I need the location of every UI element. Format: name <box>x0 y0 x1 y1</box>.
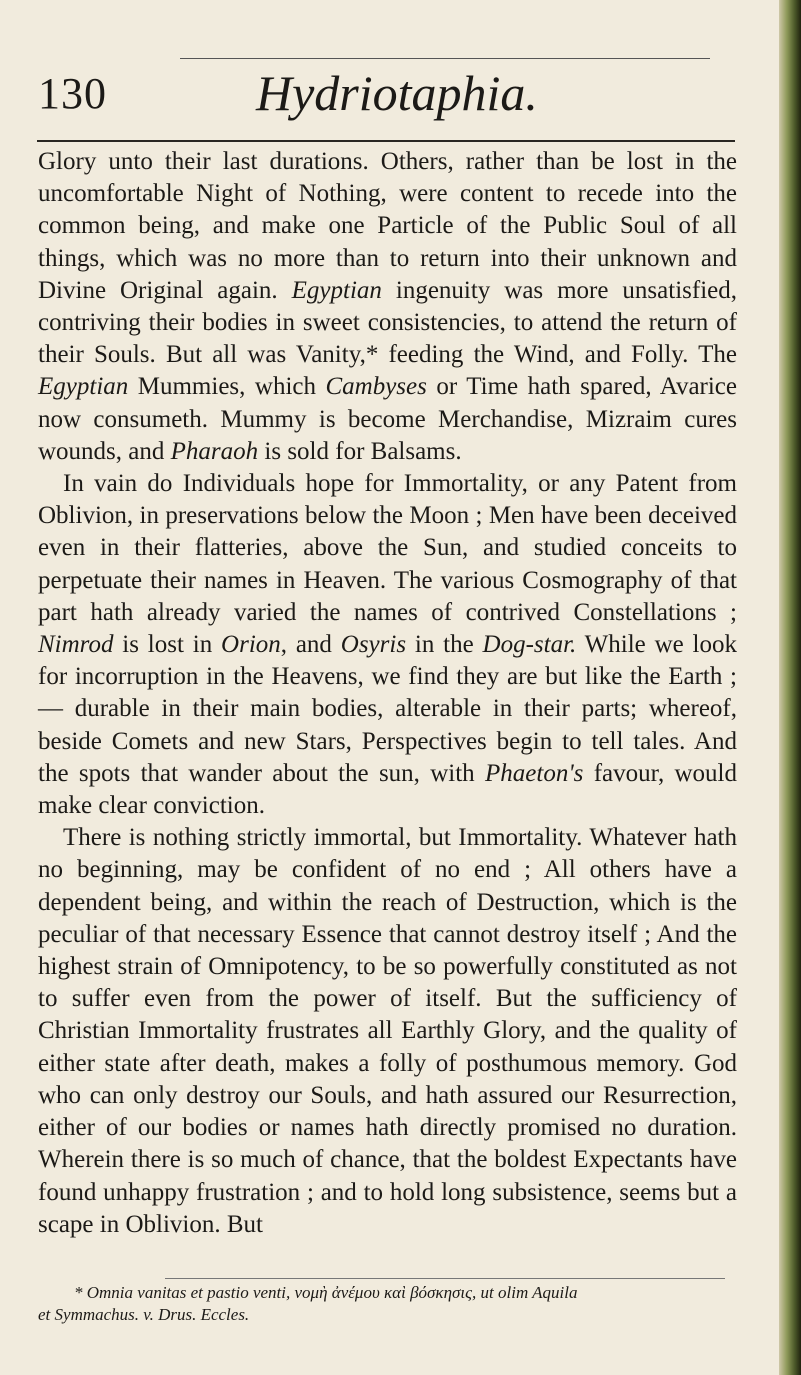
italic-run: Osyris <box>340 631 407 659</box>
paragraph <box>38 822 737 1241</box>
text-run: is sold for Balsams. <box>258 437 462 465</box>
body-text <box>38 146 737 1241</box>
page-edge-shadow <box>779 0 801 1375</box>
running-title: Hydriotaphia. <box>256 65 538 121</box>
footnote-line: et Symmachus. v. Drus. Eccles. <box>38 1305 250 1324</box>
footnote-line: * Omnia vanitas et pastio venti, νομὴ ἀνέμου καὶ βόσκησις, ut olim Aquila <box>74 1283 578 1302</box>
page-number: 130 <box>38 69 107 118</box>
italic-run: Egyptian <box>38 373 129 401</box>
text-run: favour, would make clear conviction. <box>38 759 738 820</box>
text-run: In vain do Individuals hope for Immortality, or any Patent from Oblivion, in preservations below the Moon ; Men have been deceived even in their flatteries, above the Sun, and studied conceits to perpetuate their names in Heaven. The various Cosmography of that part hath already varied the names of contrived Constellations ; <box>38 470 737 626</box>
italic-run: Nimrod <box>38 631 114 659</box>
italic-run: Pharaoh <box>170 437 259 465</box>
text-run: While we look for incorruption in the Heavens, we find they are but like the Earth ;— durable in their main bodies, alterable in their parts; whereof, beside Comets and new Stars, Perspectives begin to tell tales. And the spots that wander about the sun, with <box>38 631 737 787</box>
italic-run: Egyptian <box>291 276 382 304</box>
text-run: ingenuity was more unsatisfied, contriving their bodies in sweet consistencies, to attend the return of their Souls. But all was Vanity,* feeding the Wind, and Folly. The <box>38 276 737 369</box>
text-run: in the <box>406 631 483 659</box>
page-header <box>38 64 738 134</box>
footnote <box>38 1282 738 1326</box>
text-run: Mummies, which <box>128 373 326 401</box>
italic-run: Dog-star. <box>482 631 577 659</box>
text-run: , and <box>280 631 341 659</box>
italic-run: Phaeton's <box>485 759 584 787</box>
text-run: or Time hath spared, Avarice now consumeth. Mummy is become Merchandise, Mizraim cures wounds, and <box>38 373 737 465</box>
text-run: Glory unto their last durations. Others, rather than be lost in the uncomfortable Night of Nothing, were content to recede into the common being, and make one Particle of the Public Soul of all things, which was no more than to return into their unknown and Divine Original again. <box>38 148 737 304</box>
header-rule <box>37 140 735 142</box>
paragraph <box>38 468 737 822</box>
footnote-rule <box>165 1278 725 1279</box>
paragraph <box>38 146 737 468</box>
text-run: There is nothing strictly immortal, but Immortality. Whatever hath no beginning, may be confident of no end ; All others have a dependent being, and within the reach of Destruction, which is the peculiar of that necessary Essence that cannot destroy itself ; And the highest strain of Omnipotency, to be so powerfully constituted as not to suffer even from the power of itself. But the sufficiency of Christian Immortality frustrates all Earthly Glory, and the quality of either state after death, makes a folly of posthumous memory. God who can only destroy our Souls, and hath assured our Resurrection, either of our bodies or names hath directly promised no duration. Wherein there is so much of chance, that the boldest Expectants have found unhappy frustration ; and to hold long subsistence, seems but a scape in Oblivion. But <box>38 824 737 1238</box>
top-rule <box>180 58 710 59</box>
italic-run: Orion <box>221 631 281 659</box>
text-run: is lost in <box>113 631 222 659</box>
italic-run: Cambyses <box>325 373 427 401</box>
